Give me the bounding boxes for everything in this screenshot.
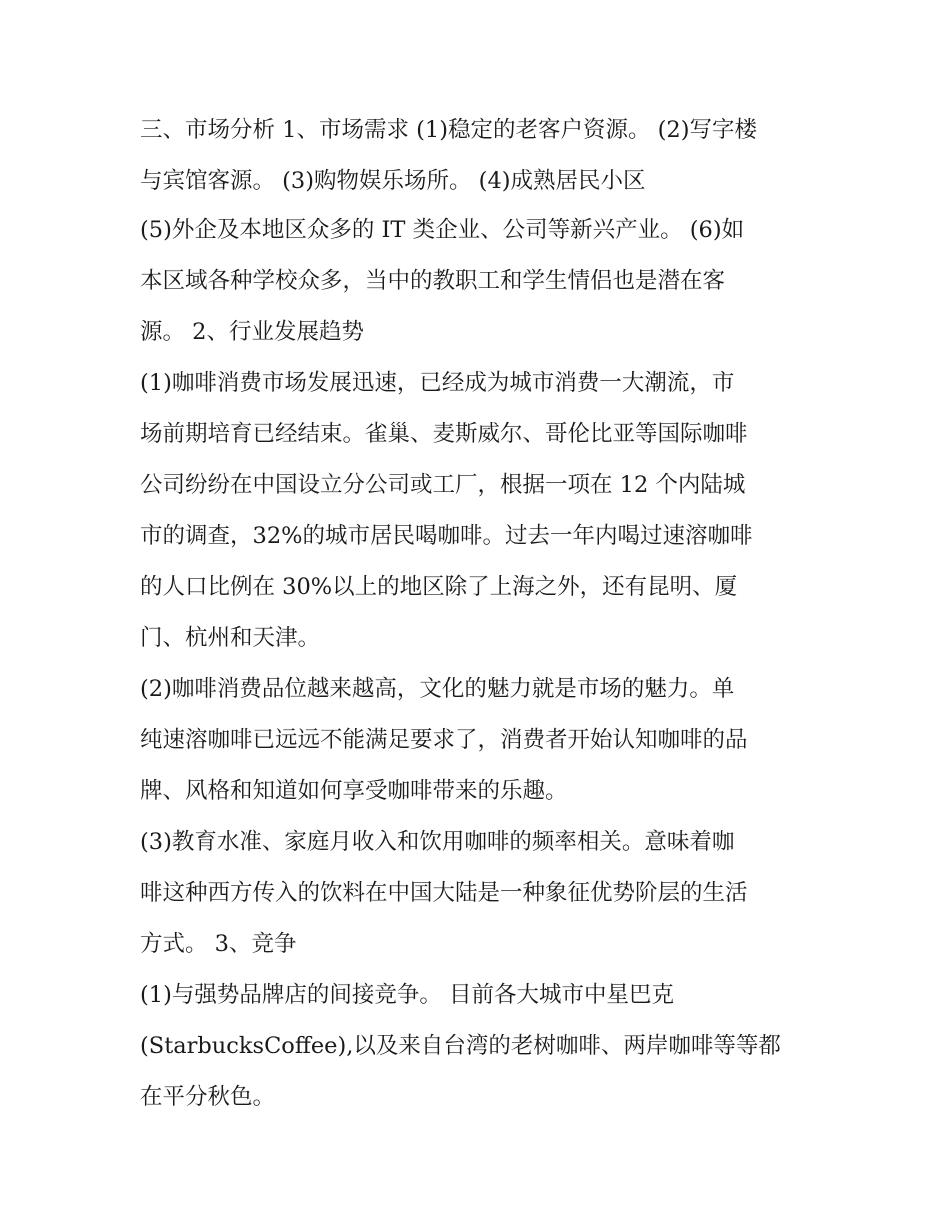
text-line: 方式。 3、竞争 bbox=[140, 931, 297, 957]
text-line: 场前期培育已经结束。雀巢、麦斯威尔、哥伦比亚等国际咖啡 bbox=[140, 421, 748, 447]
text-line: 本区域各种学校众多，当中的教职工和学生情侣也是潜在客 bbox=[140, 268, 726, 294]
text-line: 啡这种西方传入的饮料在中国大陆是一种象征优势阶层的生活 bbox=[140, 880, 748, 906]
text-line: 纯速溶咖啡已远远不能满足要求了，消费者开始认知咖啡的品 bbox=[140, 727, 748, 753]
text-line: 公司纷纷在中国设立分公司或工厂，根据一项在 12 个内陆城 bbox=[140, 472, 746, 498]
text-line: (5)外企及本地区众多的 IT 类企业、公司等新兴产业。 (6)如 bbox=[140, 217, 745, 243]
text-line: (1)与强势品牌店的间接竞争。 目前各大城市中星巴克 bbox=[140, 982, 675, 1008]
text-line: 市的调查，32%的城市居民喝咖啡。过去一年内喝过速溶咖啡 bbox=[140, 523, 753, 549]
text-line: (StarbucksCoffee),以及来自台湾的老树咖啡、两岸咖啡等等都 bbox=[140, 1033, 781, 1059]
text-line: 牌、风格和知道如何享受咖啡带来的乐趣。 bbox=[140, 778, 568, 804]
body-text bbox=[140, 105, 820, 1123]
text-line: (3)教育水准、家庭月收入和饮用咖啡的频率相关。意味着咖 bbox=[140, 829, 735, 855]
text-line: 与宾馆客源。 (3)购物娱乐场所。 (4)成熟居民小区 bbox=[140, 168, 646, 194]
text-line: (2)咖啡消费品位越来越高，文化的魅力就是市场的魅力。单 bbox=[140, 676, 735, 702]
text-line: 三、市场分析 1、市场需求 (1)稳定的老客户资源。 (2)写字楼 bbox=[140, 117, 758, 143]
text-line: (1)咖啡消费市场发展迅速，已经成为城市消费一大潮流，市 bbox=[140, 370, 735, 396]
text-line: 的人口比例在 30%以上的地区除了上海之外，还有昆明、厦 bbox=[140, 574, 738, 600]
text-line: 在平分秋色。 bbox=[140, 1084, 276, 1110]
text-line: 源。 2、行业发展趋势 bbox=[140, 319, 364, 345]
text-line: 门、杭州和天津。 bbox=[140, 625, 321, 651]
